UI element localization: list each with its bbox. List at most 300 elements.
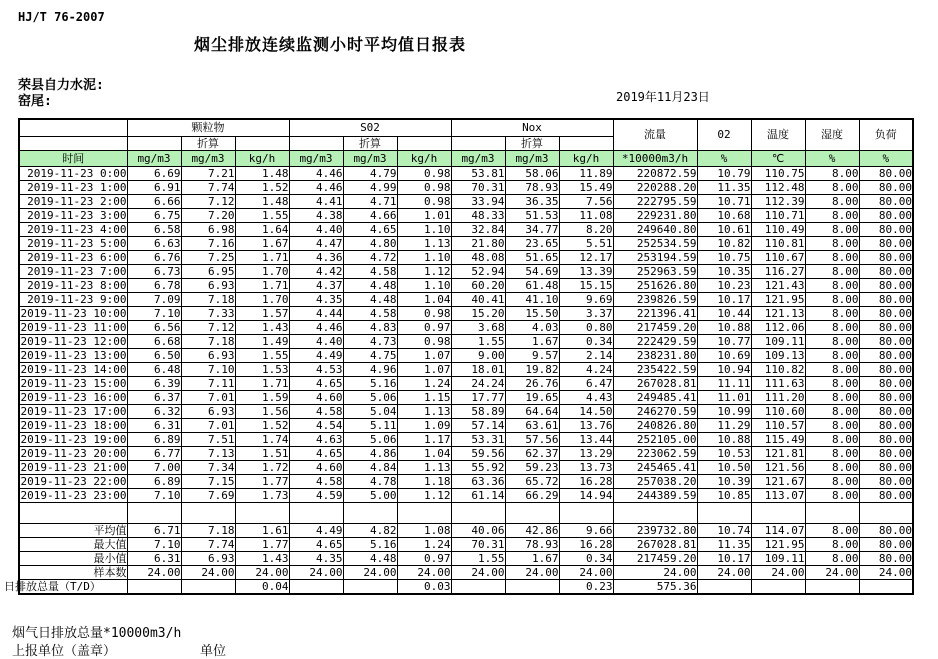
value-cell: 1.71 bbox=[235, 279, 289, 293]
value-cell: 80.00 bbox=[859, 552, 913, 566]
value-cell: 1.07 bbox=[397, 363, 451, 377]
value-cell: 229231.80 bbox=[613, 209, 697, 223]
value-cell: 8.00 bbox=[805, 461, 859, 475]
value-cell: 4.46 bbox=[289, 167, 343, 181]
value-cell: 40.41 bbox=[451, 293, 505, 307]
value-cell: 4.60 bbox=[289, 461, 343, 475]
value-cell: 1.43 bbox=[235, 552, 289, 566]
value-cell: 1.04 bbox=[397, 293, 451, 307]
value-cell: 6.93 bbox=[181, 405, 235, 419]
value-cell: 9.69 bbox=[559, 293, 613, 307]
value-cell: 4.49 bbox=[289, 524, 343, 538]
value-cell: 7.10 bbox=[127, 538, 181, 552]
value-cell: 11.35 bbox=[697, 181, 751, 195]
value-cell: 4.65 bbox=[289, 447, 343, 461]
value-cell: 6.39 bbox=[127, 377, 181, 391]
table-row bbox=[19, 237, 913, 251]
value-cell: 6.76 bbox=[127, 251, 181, 265]
value-cell: 7.00 bbox=[127, 461, 181, 475]
value-cell: 220288.20 bbox=[613, 181, 697, 195]
value-cell: 8.00 bbox=[805, 447, 859, 461]
unit-cell: mg/m3 bbox=[181, 151, 235, 167]
value-cell: 14.50 bbox=[559, 405, 613, 419]
value-cell: 6.66 bbox=[127, 195, 181, 209]
unit-cell: % bbox=[805, 151, 859, 167]
value-cell: 51.65 bbox=[505, 251, 559, 265]
monitoring-table bbox=[4, 118, 914, 595]
value-cell: 80.00 bbox=[859, 251, 913, 265]
value-cell: 80.00 bbox=[859, 293, 913, 307]
summary-row bbox=[19, 538, 913, 552]
empty-cell bbox=[289, 503, 343, 524]
value-cell: 4.71 bbox=[343, 195, 397, 209]
value-cell: 8.00 bbox=[805, 377, 859, 391]
value-cell: 4.66 bbox=[343, 209, 397, 223]
value-cell: 7.21 bbox=[181, 167, 235, 181]
value-cell: 63.36 bbox=[451, 475, 505, 489]
value-cell: 15.49 bbox=[559, 181, 613, 195]
value-cell: 1.13 bbox=[397, 461, 451, 475]
value-cell: 267028.81 bbox=[613, 538, 697, 552]
value-cell: 10.69 bbox=[697, 349, 751, 363]
row-label-cell: 最大值 bbox=[19, 538, 127, 552]
value-cell: 8.00 bbox=[805, 223, 859, 237]
value-cell: 70.31 bbox=[451, 181, 505, 195]
value-cell: 4.47 bbox=[289, 237, 343, 251]
value-cell: 7.09 bbox=[127, 293, 181, 307]
value-cell: 1.48 bbox=[235, 195, 289, 209]
value-cell: 11.29 bbox=[697, 419, 751, 433]
value-cell: 4.46 bbox=[289, 321, 343, 335]
value-cell: 251626.80 bbox=[613, 279, 697, 293]
table-row bbox=[19, 335, 913, 349]
value-cell: 24.00 bbox=[805, 566, 859, 580]
value-cell bbox=[805, 580, 859, 595]
value-cell: 1.70 bbox=[235, 293, 289, 307]
value-cell: 33.94 bbox=[451, 195, 505, 209]
empty-cell bbox=[697, 503, 751, 524]
value-cell: 15.20 bbox=[451, 307, 505, 321]
value-cell: 4.59 bbox=[289, 489, 343, 503]
value-cell: 64.64 bbox=[505, 405, 559, 419]
value-cell: 19.65 bbox=[505, 391, 559, 405]
value-cell: 13.29 bbox=[559, 447, 613, 461]
value-cell: 4.86 bbox=[343, 447, 397, 461]
value-cell: 112.48 bbox=[751, 181, 805, 195]
value-cell: 24.00 bbox=[235, 566, 289, 580]
value-cell: 6.50 bbox=[127, 349, 181, 363]
value-cell: 60.20 bbox=[451, 279, 505, 293]
value-cell: 6.69 bbox=[127, 167, 181, 181]
row-label-cell: 平均值 bbox=[19, 524, 127, 538]
value-cell: 114.07 bbox=[751, 524, 805, 538]
value-cell: 6.31 bbox=[127, 552, 181, 566]
value-cell: 4.82 bbox=[343, 524, 397, 538]
value-cell: 1.52 bbox=[235, 419, 289, 433]
value-cell: 4.42 bbox=[289, 265, 343, 279]
value-cell: 7.12 bbox=[181, 195, 235, 209]
value-cell: 6.32 bbox=[127, 405, 181, 419]
value-cell: 24.00 bbox=[613, 566, 697, 580]
header-convert-so2: 折算 bbox=[343, 137, 397, 151]
row-label-cell: 2019-11-23 5:00 bbox=[19, 237, 127, 251]
units-row bbox=[19, 151, 913, 167]
value-cell: 5.16 bbox=[343, 538, 397, 552]
value-cell: 17.77 bbox=[451, 391, 505, 405]
value-cell: 10.88 bbox=[697, 433, 751, 447]
value-cell: 121.13 bbox=[751, 307, 805, 321]
value-cell bbox=[343, 580, 397, 595]
value-cell: 121.67 bbox=[751, 475, 805, 489]
standard-number: HJ/T 76-2007 bbox=[18, 10, 105, 24]
value-cell: 10.74 bbox=[697, 524, 751, 538]
header-group-so2: S02 bbox=[289, 119, 451, 137]
value-cell: 4.80 bbox=[343, 237, 397, 251]
value-cell: 24.00 bbox=[181, 566, 235, 580]
value-cell: 1.08 bbox=[397, 524, 451, 538]
value-cell: 121.56 bbox=[751, 461, 805, 475]
value-cell: 6.95 bbox=[181, 265, 235, 279]
value-cell: 1.55 bbox=[451, 552, 505, 566]
spacer-row bbox=[19, 503, 913, 524]
value-cell: 24.00 bbox=[289, 566, 343, 580]
value-cell: 80.00 bbox=[859, 433, 913, 447]
value-cell: 1.24 bbox=[397, 538, 451, 552]
value-cell: 10.53 bbox=[697, 447, 751, 461]
value-cell: 110.67 bbox=[751, 251, 805, 265]
value-cell: 80.00 bbox=[859, 391, 913, 405]
value-cell: 4.48 bbox=[343, 293, 397, 307]
value-cell bbox=[859, 580, 913, 595]
value-cell: 80.00 bbox=[859, 335, 913, 349]
row-label-cell: 2019-11-23 12:00 bbox=[20, 335, 127, 348]
value-cell: 4.84 bbox=[343, 461, 397, 475]
header-group-pm: 颗粒物 bbox=[127, 119, 289, 137]
value-cell: 10.71 bbox=[697, 195, 751, 209]
row-label-cell: 2019-11-23 1:00 bbox=[19, 181, 127, 195]
row-label-cell: 2019-11-23 15:00 bbox=[20, 377, 127, 390]
value-cell: 4.83 bbox=[343, 321, 397, 335]
total-label-cell bbox=[4, 580, 127, 595]
value-cell: 9.66 bbox=[559, 524, 613, 538]
value-cell: 80.00 bbox=[859, 363, 913, 377]
header-blank bbox=[559, 137, 613, 151]
value-cell: 10.68 bbox=[697, 209, 751, 223]
value-cell: 80.00 bbox=[859, 223, 913, 237]
value-cell: 1.07 bbox=[397, 349, 451, 363]
value-cell: 8.00 bbox=[805, 433, 859, 447]
value-cell: 8.00 bbox=[805, 321, 859, 335]
value-cell: 7.13 bbox=[181, 447, 235, 461]
summary-row bbox=[19, 524, 913, 538]
value-cell: 1.67 bbox=[505, 335, 559, 349]
footer-reporting-unit: 上报单位（盖章） bbox=[12, 644, 117, 659]
value-cell: 4.46 bbox=[289, 181, 343, 195]
header-convert-nox: 折算 bbox=[505, 137, 559, 151]
value-cell: 10.79 bbox=[697, 167, 751, 181]
value-cell: 10.23 bbox=[697, 279, 751, 293]
value-cell: 24.00 bbox=[127, 566, 181, 580]
value-cell: 8.00 bbox=[805, 405, 859, 419]
value-cell: 1.74 bbox=[235, 433, 289, 447]
value-cell: 4.48 bbox=[343, 279, 397, 293]
value-cell: 1.43 bbox=[235, 321, 289, 335]
value-cell: 1.04 bbox=[397, 447, 451, 461]
value-cell: 10.17 bbox=[697, 552, 751, 566]
row-label-cell: 2019-11-23 13:00 bbox=[20, 349, 127, 362]
value-cell: 4.58 bbox=[343, 307, 397, 321]
value-cell bbox=[289, 580, 343, 595]
value-cell: 4.41 bbox=[289, 195, 343, 209]
row-label-cell: 2019-11-23 6:00 bbox=[19, 251, 127, 265]
value-cell: 1.67 bbox=[505, 552, 559, 566]
row-label-cell: 2019-11-23 7:00 bbox=[19, 265, 127, 279]
value-cell: 121.43 bbox=[751, 279, 805, 293]
row-label-cell: 2019-11-23 14:00 bbox=[20, 363, 127, 376]
value-cell: 252534.59 bbox=[613, 237, 697, 251]
value-cell: 12.17 bbox=[559, 251, 613, 265]
value-cell: 5.06 bbox=[343, 391, 397, 405]
value-cell: 110.57 bbox=[751, 419, 805, 433]
value-cell bbox=[697, 580, 751, 595]
row-label-cell: 2019-11-23 23:00 bbox=[20, 489, 127, 502]
value-cell: 40.06 bbox=[451, 524, 505, 538]
row-label-cell: 2019-11-23 9:00 bbox=[19, 293, 127, 307]
header-temp: 温度 bbox=[751, 119, 805, 151]
value-cell: 244389.59 bbox=[613, 489, 697, 503]
value-cell: 8.00 bbox=[805, 335, 859, 349]
value-cell: 4.75 bbox=[343, 349, 397, 363]
value-cell: 7.10 bbox=[181, 363, 235, 377]
value-cell: 246270.59 bbox=[613, 405, 697, 419]
value-cell: 80.00 bbox=[859, 349, 913, 363]
row-label-cell: 2019-11-23 17:00 bbox=[20, 405, 127, 418]
value-cell: 21.80 bbox=[451, 237, 505, 251]
value-cell: 80.00 bbox=[859, 209, 913, 223]
table-row bbox=[19, 405, 913, 419]
value-cell: 62.37 bbox=[505, 447, 559, 461]
value-cell: 0.03 bbox=[397, 580, 451, 595]
value-cell: 8.00 bbox=[805, 181, 859, 195]
value-cell: 222795.59 bbox=[613, 195, 697, 209]
value-cell: 24.00 bbox=[505, 566, 559, 580]
value-cell: 217459.20 bbox=[613, 321, 697, 335]
value-cell bbox=[127, 580, 181, 595]
value-cell: 6.78 bbox=[127, 279, 181, 293]
empty-cell bbox=[235, 503, 289, 524]
value-cell: 18.01 bbox=[451, 363, 505, 377]
unit-cell: mg/m3 bbox=[505, 151, 559, 167]
value-cell: 59.23 bbox=[505, 461, 559, 475]
value-cell: 32.84 bbox=[451, 223, 505, 237]
empty-cell bbox=[181, 503, 235, 524]
value-cell: 0.34 bbox=[559, 552, 613, 566]
value-cell: 1.12 bbox=[397, 489, 451, 503]
value-cell: 1.77 bbox=[235, 475, 289, 489]
value-cell: 257038.20 bbox=[613, 475, 697, 489]
value-cell: 8.00 bbox=[805, 552, 859, 566]
value-cell: 1.51 bbox=[235, 447, 289, 461]
value-cell: 1.52 bbox=[235, 181, 289, 195]
value-cell: 24.00 bbox=[697, 566, 751, 580]
value-cell: 8.00 bbox=[805, 524, 859, 538]
header-group-nox: Nox bbox=[451, 119, 613, 137]
value-cell: 113.07 bbox=[751, 489, 805, 503]
header-blank bbox=[289, 137, 343, 151]
value-cell: 249640.80 bbox=[613, 223, 697, 237]
value-cell: 4.58 bbox=[289, 475, 343, 489]
header-time: 时间 bbox=[19, 151, 127, 167]
value-cell: 15.15 bbox=[559, 279, 613, 293]
row-label-cell: 2019-11-23 0:00 bbox=[19, 167, 127, 181]
value-cell: 5.16 bbox=[343, 377, 397, 391]
footer-flow-note: 烟气日排放总量*10000m3/h bbox=[12, 626, 182, 641]
value-cell: 41.10 bbox=[505, 293, 559, 307]
table-body bbox=[4, 167, 913, 595]
row-label-cell: 2019-11-23 2:00 bbox=[19, 195, 127, 209]
value-cell: 4.40 bbox=[289, 335, 343, 349]
value-cell: 6.68 bbox=[127, 335, 181, 349]
value-cell: 1.59 bbox=[235, 391, 289, 405]
value-cell: 4.73 bbox=[343, 335, 397, 349]
value-cell: 57.56 bbox=[505, 433, 559, 447]
value-cell bbox=[505, 580, 559, 595]
value-cell: 8.20 bbox=[559, 223, 613, 237]
value-cell: 24.00 bbox=[451, 566, 505, 580]
unit-cell: kg/h bbox=[559, 151, 613, 167]
value-cell: 1.18 bbox=[397, 475, 451, 489]
value-cell: 4.53 bbox=[289, 363, 343, 377]
value-cell: 4.65 bbox=[343, 223, 397, 237]
value-cell: 34.77 bbox=[505, 223, 559, 237]
empty-cell bbox=[751, 503, 805, 524]
value-cell: 7.33 bbox=[181, 307, 235, 321]
unit-cell: mg/m3 bbox=[343, 151, 397, 167]
value-cell: 6.89 bbox=[127, 475, 181, 489]
value-cell: 80.00 bbox=[859, 307, 913, 321]
value-cell: 80.00 bbox=[859, 377, 913, 391]
value-cell: 1.13 bbox=[397, 405, 451, 419]
value-cell: 6.56 bbox=[127, 321, 181, 335]
value-cell: 8.00 bbox=[805, 391, 859, 405]
value-cell: 7.01 bbox=[181, 391, 235, 405]
value-cell: 11.89 bbox=[559, 167, 613, 181]
empty-cell bbox=[505, 503, 559, 524]
value-cell: 252105.00 bbox=[613, 433, 697, 447]
header-load: 负荷 bbox=[859, 119, 913, 151]
value-cell bbox=[181, 580, 235, 595]
value-cell: 4.65 bbox=[289, 538, 343, 552]
empty-cell bbox=[397, 503, 451, 524]
empty-cell bbox=[859, 503, 913, 524]
value-cell: 48.33 bbox=[451, 209, 505, 223]
value-cell: 221396.41 bbox=[613, 307, 697, 321]
value-cell: 13.44 bbox=[559, 433, 613, 447]
table-row bbox=[19, 307, 913, 321]
value-cell: 24.00 bbox=[751, 566, 805, 580]
table-row bbox=[19, 181, 913, 195]
value-cell: 36.35 bbox=[505, 195, 559, 209]
value-cell: 1.12 bbox=[397, 265, 451, 279]
value-cell: 575.36 bbox=[613, 580, 697, 595]
value-cell: 70.31 bbox=[451, 538, 505, 552]
value-cell: 220872.59 bbox=[613, 167, 697, 181]
value-cell: 3.68 bbox=[451, 321, 505, 335]
value-cell: 110.49 bbox=[751, 223, 805, 237]
report-date: 2019年11月23日 bbox=[616, 90, 710, 104]
value-cell: 4.65 bbox=[289, 377, 343, 391]
value-cell: 7.18 bbox=[181, 524, 235, 538]
value-cell: 8.00 bbox=[805, 538, 859, 552]
value-cell: 7.16 bbox=[181, 237, 235, 251]
footer-unit-label: 单位 bbox=[200, 644, 227, 659]
value-cell: 0.98 bbox=[397, 335, 451, 349]
value-cell: 4.24 bbox=[559, 363, 613, 377]
value-cell: 5.04 bbox=[343, 405, 397, 419]
value-cell: 80.00 bbox=[859, 475, 913, 489]
unit-cell: % bbox=[859, 151, 913, 167]
table-row bbox=[19, 223, 913, 237]
unit-cell: ℃ bbox=[751, 151, 805, 167]
value-cell: 80.00 bbox=[859, 167, 913, 181]
value-cell: 10.99 bbox=[697, 405, 751, 419]
value-cell: 10.88 bbox=[697, 321, 751, 335]
value-cell: 9.57 bbox=[505, 349, 559, 363]
value-cell: 10.35 bbox=[697, 265, 751, 279]
value-cell: 7.11 bbox=[181, 377, 235, 391]
value-cell: 121.81 bbox=[751, 447, 805, 461]
value-cell: 4.03 bbox=[505, 321, 559, 335]
value-cell: 253194.59 bbox=[613, 251, 697, 265]
table-header bbox=[19, 119, 913, 167]
value-cell: 65.72 bbox=[505, 475, 559, 489]
row-label-cell: 2019-11-23 22:00 bbox=[20, 475, 127, 488]
value-cell: 10.94 bbox=[697, 363, 751, 377]
summary-row bbox=[19, 552, 913, 566]
value-cell: 0.97 bbox=[397, 321, 451, 335]
value-cell: 7.10 bbox=[127, 489, 181, 503]
page-title: 烟尘排放连续监测小时平均值日报表 bbox=[193, 35, 466, 54]
value-cell: 7.25 bbox=[181, 251, 235, 265]
value-cell: 6.31 bbox=[127, 419, 181, 433]
total-label: 日排放总量（T/D） bbox=[4, 580, 101, 593]
value-cell: 80.00 bbox=[859, 419, 913, 433]
value-cell: 7.18 bbox=[181, 335, 235, 349]
value-cell: 6.75 bbox=[127, 209, 181, 223]
value-cell: 0.23 bbox=[559, 580, 613, 595]
value-cell: 58.89 bbox=[451, 405, 505, 419]
value-cell: 1.13 bbox=[397, 237, 451, 251]
value-cell: 4.48 bbox=[343, 552, 397, 566]
value-cell: 0.04 bbox=[235, 580, 289, 595]
value-cell: 10.39 bbox=[697, 475, 751, 489]
value-cell: 8.00 bbox=[805, 293, 859, 307]
value-cell: 1.67 bbox=[235, 237, 289, 251]
value-cell: 217459.20 bbox=[613, 552, 697, 566]
value-cell: 1.48 bbox=[235, 167, 289, 181]
value-cell: 13.73 bbox=[559, 461, 613, 475]
value-cell: 1.24 bbox=[397, 377, 451, 391]
value-cell: 4.49 bbox=[289, 349, 343, 363]
value-cell: 7.34 bbox=[181, 461, 235, 475]
value-cell: 1.15 bbox=[397, 391, 451, 405]
value-cell: 7.69 bbox=[181, 489, 235, 503]
value-cell: 1.55 bbox=[451, 335, 505, 349]
value-cell: 1.53 bbox=[235, 363, 289, 377]
table-row bbox=[19, 433, 913, 447]
value-cell: 24.00 bbox=[397, 566, 451, 580]
value-cell: 80.00 bbox=[859, 461, 913, 475]
